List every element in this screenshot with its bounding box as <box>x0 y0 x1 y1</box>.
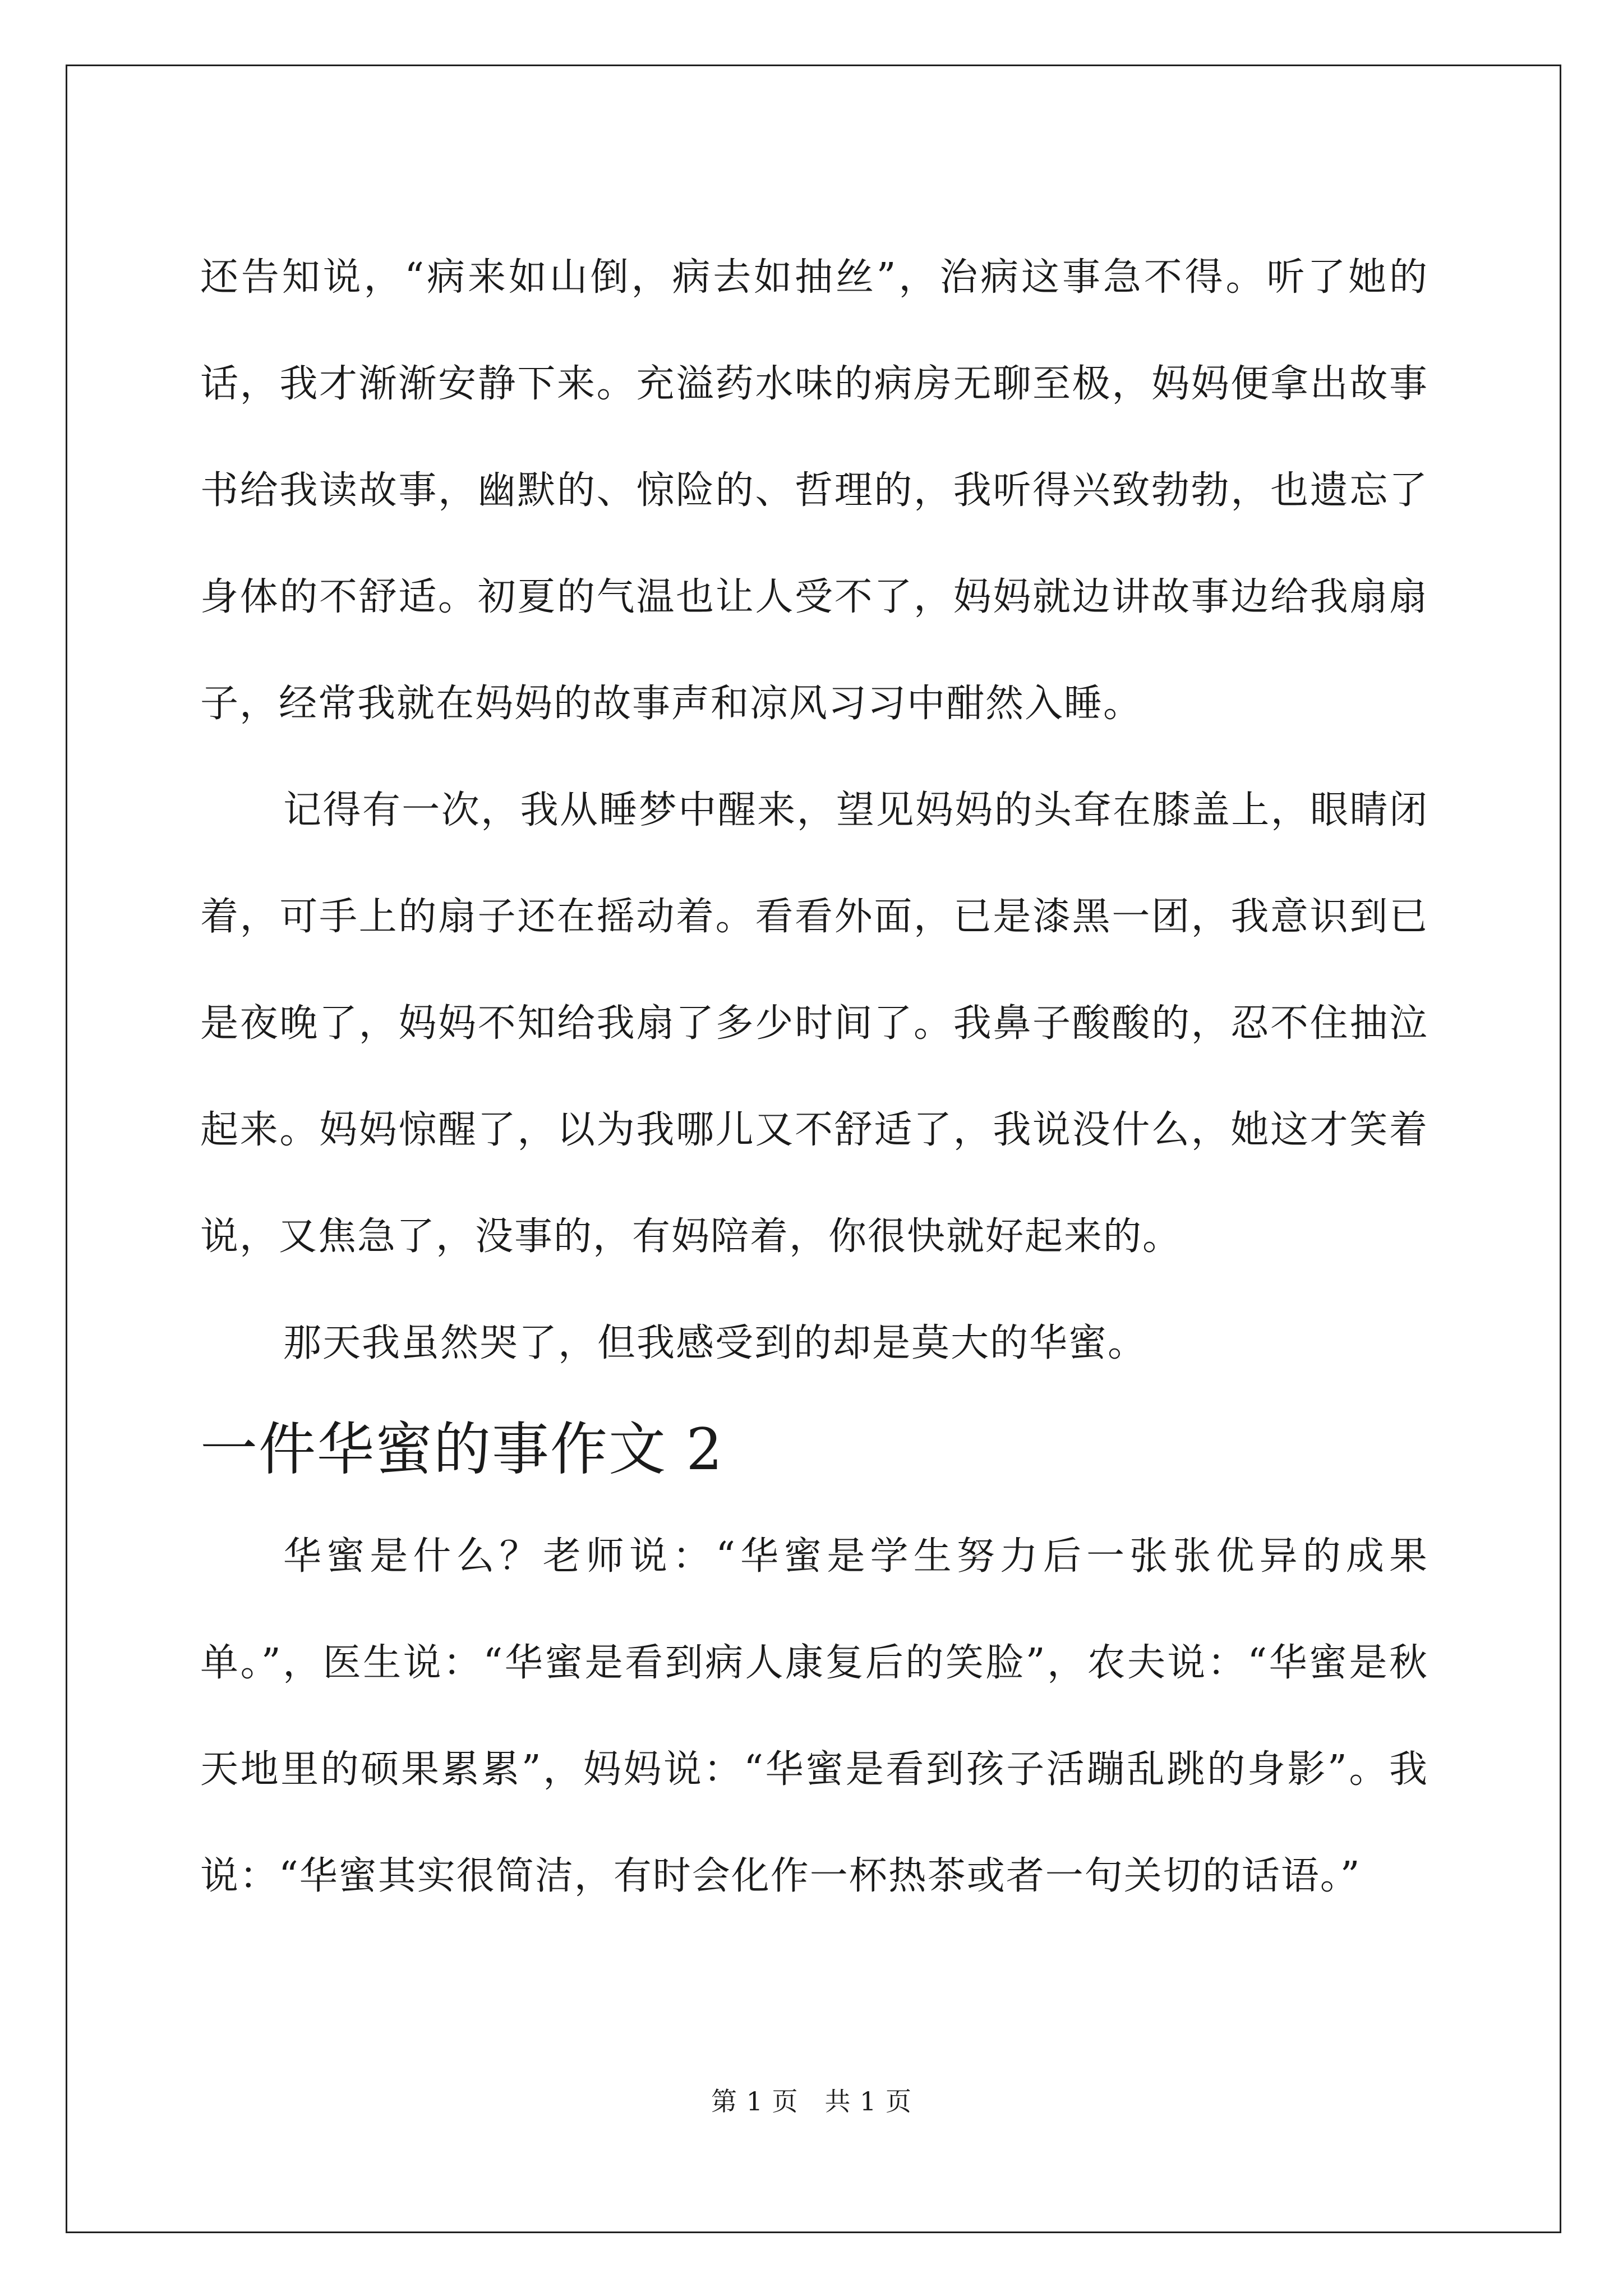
page-total: 共 1 页 <box>824 2086 912 2116</box>
paragraph-1: 还告知说，“病来如山倒，病去如抽丝”，治病这事急不得。听了她的话，我才渐渐安静下来。充溢药水味的病房无聊至极，妈妈便拿出故事书给我读故事，幽默的、惊险的、哲理的，我听得兴致勃勃，也遗忘了身体的不舒适。初夏的气温也让人受不了，妈妈就边讲故事边给我扇扇子，经常我就在妈妈的故事声和凉风习习中酣然入睡。 <box>200 255 1428 726</box>
paragraph-2: 记得有一次，我从睡梦中醒来，望见妈妈的头耷在膝盖上，眼睛闭着，可手上的扇子还在摇动着。看看外面，已是漆黑一团，我意识到已是夜晚了，妈妈不知给我扇了多少时间了。我鼻子酸酸的，忍不住抽泣起来。妈妈惊醒了，以为我哪儿又不舒适了，我说没什么，她这才笑着说，又焦急了，没事的，有妈陪着，你很快就好起来的。 <box>200 788 1428 1259</box>
paragraph-3: 那天我虽然哭了，但我感受到的却是莫大的华蜜。 <box>283 1321 1147 1365</box>
page-footer <box>0 2081 1623 2118</box>
section-paragraph-1: 华蜜是什么？老师说：“华蜜是学生努力后一张张优异的成果单。”，医生说：“华蜜是看到病人康复后的笑脸”，农夫说：“华蜜是秋天地里的硕果累累”，妈妈说：“华蜜是看到孩子活蹦乱跳的身影”。我说：“华蜜其实很简洁，有时会化作一杯热茶或者一句关切的话语。” <box>200 1534 1428 1898</box>
document-body <box>200 224 1428 1930</box>
section-title: 一件华蜜的事作文 2 <box>200 1416 724 1483</box>
page-number: 第 1 页 <box>711 2086 799 2116</box>
